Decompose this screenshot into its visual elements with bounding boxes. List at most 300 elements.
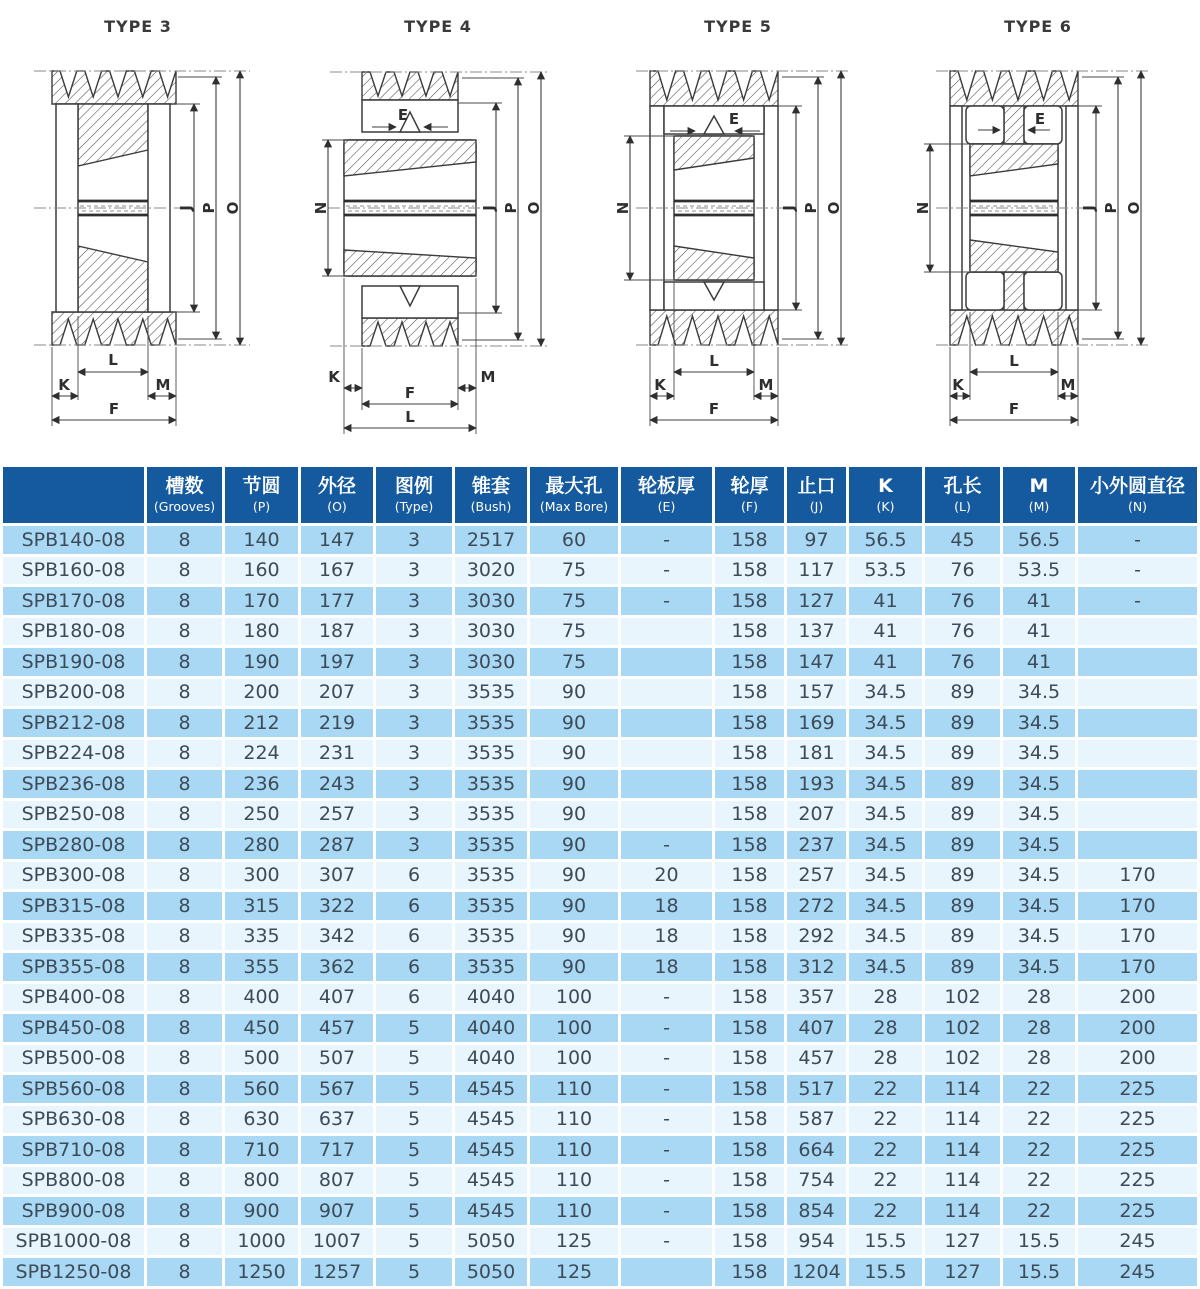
dim-label-M: M <box>1060 376 1076 394</box>
value-cell: 22 <box>1003 1167 1075 1195</box>
value-cell: 5 <box>376 1258 452 1286</box>
value-cell: 807 <box>301 1167 373 1195</box>
table-row <box>3 1106 1197 1134</box>
model-cell: SPB140-08 <box>3 526 144 554</box>
value-cell: 18 <box>621 953 712 981</box>
value-cell: 5050 <box>455 1228 527 1256</box>
value-cell: 8 <box>147 1258 222 1286</box>
value-cell: 89 <box>925 862 1000 890</box>
column-header: K (K) <box>849 467 922 523</box>
column-header: 最大孔 (Max Bore) <box>530 467 618 523</box>
value-cell: 34.5 <box>849 679 922 707</box>
value-cell: 28 <box>849 984 922 1012</box>
value-cell: 8 <box>147 892 222 920</box>
model-cell: SPB236-08 <box>3 770 144 798</box>
value-cell: 41 <box>1003 587 1075 615</box>
value-cell: 100 <box>530 1014 618 1042</box>
value-cell: 56.5 <box>1003 526 1075 554</box>
table-row <box>3 1228 1197 1256</box>
model-cell: SPB280-08 <box>3 831 144 859</box>
value-cell <box>621 679 712 707</box>
value-cell: 158 <box>715 923 784 951</box>
value-cell: 158 <box>715 862 784 890</box>
dim-label-O: O <box>525 201 543 215</box>
value-cell: 200 <box>1078 1045 1197 1073</box>
value-cell: 8 <box>147 1106 222 1134</box>
value-cell: 280 <box>225 831 298 859</box>
value-cell <box>621 770 712 798</box>
value-cell: 8 <box>147 984 222 1012</box>
value-cell: 5 <box>376 1136 452 1164</box>
value-cell: 97 <box>787 526 846 554</box>
dim-label-J: J <box>1080 205 1098 211</box>
value-cell: 5 <box>376 1106 452 1134</box>
value-cell: 357 <box>787 984 846 1012</box>
value-cell: 158 <box>715 1197 784 1225</box>
value-cell: 158 <box>715 526 784 554</box>
value-cell <box>1078 679 1197 707</box>
value-cell: 3 <box>376 679 452 707</box>
value-cell: 8 <box>147 1136 222 1164</box>
model-cell: SPB450-08 <box>3 1014 144 1042</box>
value-cell: 8 <box>147 1228 222 1256</box>
value-cell: 292 <box>787 923 846 951</box>
value-cell: 22 <box>849 1075 922 1103</box>
value-cell: 224 <box>225 740 298 768</box>
value-cell: 312 <box>787 953 846 981</box>
table-row <box>3 1045 1197 1073</box>
value-cell: - <box>621 587 712 615</box>
table-row <box>3 831 1197 859</box>
value-cell: 500 <box>225 1045 298 1073</box>
value-cell: 300 <box>225 862 298 890</box>
value-cell: 2517 <box>455 526 527 554</box>
value-cell: 362 <box>301 953 373 981</box>
web-bottom <box>78 246 148 312</box>
value-cell: 567 <box>301 1075 373 1103</box>
column-header: 节圆 (P) <box>225 467 298 523</box>
value-cell: 127 <box>925 1228 1000 1256</box>
dim-label-L: L <box>709 352 719 370</box>
value-cell: 28 <box>849 1045 922 1073</box>
model-cell: SPB1000-08 <box>3 1228 144 1256</box>
value-cell: 8 <box>147 740 222 768</box>
value-cell: 45 <box>925 526 1000 554</box>
value-cell: 3 <box>376 587 452 615</box>
table-row <box>3 984 1197 1012</box>
value-cell: 8 <box>147 1075 222 1103</box>
value-cell: 22 <box>1003 1136 1075 1164</box>
value-cell <box>621 1258 712 1286</box>
value-cell: 22 <box>849 1197 922 1225</box>
value-cell: 4040 <box>455 984 527 1012</box>
value-cell: 158 <box>715 1136 784 1164</box>
value-cell: 34.5 <box>1003 923 1075 951</box>
value-cell: 158 <box>715 1045 784 1073</box>
value-cell: 114 <box>925 1075 1000 1103</box>
value-cell: 257 <box>787 862 846 890</box>
value-cell: 100 <box>530 1045 618 1073</box>
value-cell: 8 <box>147 557 222 585</box>
value-cell: 272 <box>787 892 846 920</box>
value-cell: - <box>621 831 712 859</box>
value-cell: 954 <box>787 1228 846 1256</box>
value-cell: 60 <box>530 526 618 554</box>
value-cell: 8 <box>147 831 222 859</box>
value-cell: 102 <box>925 984 1000 1012</box>
value-cell: 158 <box>715 557 784 585</box>
value-cell: 4040 <box>455 1045 527 1073</box>
value-cell: 457 <box>787 1045 846 1073</box>
value-cell: - <box>1078 587 1197 615</box>
value-cell: 167 <box>301 557 373 585</box>
value-cell: 315 <box>225 892 298 920</box>
value-cell: 34.5 <box>1003 862 1075 890</box>
value-cell: - <box>621 1014 712 1042</box>
model-cell: SPB190-08 <box>3 648 144 676</box>
value-cell: 158 <box>715 1075 784 1103</box>
value-cell: 20 <box>621 862 712 890</box>
value-cell: 22 <box>849 1136 922 1164</box>
value-cell: 3 <box>376 801 452 829</box>
value-cell: 158 <box>715 984 784 1012</box>
dim-label-K: K <box>58 376 70 394</box>
value-cell: 110 <box>530 1136 618 1164</box>
value-cell: - <box>621 1197 712 1225</box>
pulley-diagram-type-3 <box>0 0 300 462</box>
value-cell: 28 <box>1003 984 1075 1012</box>
value-cell: 100 <box>530 984 618 1012</box>
value-cell: 4545 <box>455 1136 527 1164</box>
value-cell: 125 <box>530 1228 618 1256</box>
value-cell: 89 <box>925 801 1000 829</box>
flange-pocket-left <box>966 106 1004 144</box>
value-cell: 717 <box>301 1136 373 1164</box>
rim-top <box>650 71 778 106</box>
value-cell: 5 <box>376 1228 452 1256</box>
value-cell: 450 <box>225 1014 298 1042</box>
value-cell: 1257 <box>301 1258 373 1286</box>
value-cell: 147 <box>301 526 373 554</box>
value-cell: 8 <box>147 709 222 737</box>
value-cell: 1000 <box>225 1228 298 1256</box>
flange-pocket-bottom-left <box>966 272 1004 310</box>
rim-bottom <box>950 310 1078 345</box>
value-cell: 190 <box>225 648 298 676</box>
value-cell: 41 <box>849 618 922 646</box>
diagram-title: TYPE 5 <box>704 17 772 36</box>
value-cell: 637 <box>301 1106 373 1134</box>
value-cell: 76 <box>925 648 1000 676</box>
dim-label-F: F <box>708 400 720 418</box>
value-cell: 200 <box>225 679 298 707</box>
type-3-drawing <box>0 0 300 462</box>
column-header: 小外圆直径 (N) <box>1078 467 1197 523</box>
value-cell: 28 <box>849 1014 922 1042</box>
value-cell: - <box>1078 526 1197 554</box>
value-cell: 342 <box>301 923 373 951</box>
rim-top <box>362 72 458 100</box>
value-cell: 219 <box>301 709 373 737</box>
dim-label-E: E <box>397 106 409 124</box>
value-cell: 137 <box>787 618 846 646</box>
value-cell: 3 <box>376 831 452 859</box>
value-cell: 41 <box>1003 618 1075 646</box>
value-cell: 89 <box>925 923 1000 951</box>
value-cell <box>1078 770 1197 798</box>
value-cell: 90 <box>530 709 618 737</box>
value-cell: 34.5 <box>849 892 922 920</box>
value-cell: 158 <box>715 709 784 737</box>
table-row <box>3 679 1197 707</box>
value-cell: 89 <box>925 953 1000 981</box>
value-cell: - <box>621 1136 712 1164</box>
value-cell: 110 <box>530 1167 618 1195</box>
table-row <box>3 648 1197 676</box>
type-4-drawing <box>300 0 600 462</box>
value-cell: 1007 <box>301 1228 373 1256</box>
value-cell: 4545 <box>455 1075 527 1103</box>
web-column <box>1004 106 1024 144</box>
value-cell: 207 <box>787 801 846 829</box>
value-cell: 110 <box>530 1197 618 1225</box>
model-cell: SPB335-08 <box>3 923 144 951</box>
pulley-diagram-type-5 <box>600 0 900 462</box>
value-cell: 245 <box>1078 1258 1197 1286</box>
table-row <box>3 709 1197 737</box>
value-cell: 5 <box>376 1014 452 1042</box>
value-cell: 3535 <box>455 679 527 707</box>
value-cell: 76 <box>925 618 1000 646</box>
value-cell: 89 <box>925 892 1000 920</box>
dim-label-M: M <box>480 368 496 386</box>
dim-label-J: J <box>177 205 195 211</box>
value-cell: 102 <box>925 1014 1000 1042</box>
table-row <box>3 923 1197 951</box>
value-cell <box>621 801 712 829</box>
column-header: 外径 (O) <box>301 467 373 523</box>
value-cell: - <box>621 984 712 1012</box>
value-cell: 287 <box>301 831 373 859</box>
value-cell: 158 <box>715 1258 784 1286</box>
dim-label-F: F <box>404 384 416 402</box>
value-cell: 170 <box>225 587 298 615</box>
value-cell <box>1078 648 1197 676</box>
value-cell: 75 <box>530 557 618 585</box>
value-cell: 34.5 <box>849 801 922 829</box>
value-cell: 170 <box>1078 923 1197 951</box>
value-cell: 158 <box>715 1106 784 1134</box>
value-cell: 630 <box>225 1106 298 1134</box>
value-cell: 3020 <box>455 557 527 585</box>
model-cell: SPB400-08 <box>3 984 144 1012</box>
table-row <box>3 1136 1197 1164</box>
value-cell: 90 <box>530 770 618 798</box>
value-cell: 664 <box>787 1136 846 1164</box>
value-cell <box>1078 740 1197 768</box>
dim-label-O: O <box>224 201 242 215</box>
dim-label-L: L <box>1009 352 1019 370</box>
value-cell: 225 <box>1078 1197 1197 1225</box>
value-cell: 3030 <box>455 648 527 676</box>
value-cell: - <box>621 557 712 585</box>
dim-label-E: E <box>728 110 740 128</box>
value-cell: 22 <box>1003 1197 1075 1225</box>
value-cell: 3535 <box>455 831 527 859</box>
column-header: 锥套 (Bush) <box>455 467 527 523</box>
value-cell: 3535 <box>455 740 527 768</box>
value-cell: 114 <box>925 1167 1000 1195</box>
value-cell: 89 <box>925 831 1000 859</box>
value-cell: 8 <box>147 648 222 676</box>
dim-label-M: M <box>758 376 774 394</box>
model-cell: SPB250-08 <box>3 801 144 829</box>
value-cell: 8 <box>147 618 222 646</box>
value-cell: 34.5 <box>1003 740 1075 768</box>
value-cell: - <box>621 1228 712 1256</box>
value-cell: 8 <box>147 953 222 981</box>
value-cell: 41 <box>849 648 922 676</box>
value-cell: 197 <box>301 648 373 676</box>
value-cell: 110 <box>530 1106 618 1134</box>
value-cell: 147 <box>787 648 846 676</box>
value-cell: 75 <box>530 587 618 615</box>
value-cell: 34.5 <box>849 862 922 890</box>
value-cell: 158 <box>715 770 784 798</box>
value-cell: 407 <box>301 984 373 1012</box>
value-cell: - <box>621 1167 712 1195</box>
value-cell: 34.5 <box>1003 679 1075 707</box>
value-cell: 193 <box>787 770 846 798</box>
table-row <box>3 526 1197 554</box>
value-cell: 754 <box>787 1167 846 1195</box>
value-cell: 3535 <box>455 923 527 951</box>
value-cell: 225 <box>1078 1106 1197 1134</box>
value-cell: 34.5 <box>1003 953 1075 981</box>
column-header: 轮板厚 (E) <box>621 467 712 523</box>
table-row <box>3 1197 1197 1225</box>
value-cell: 3 <box>376 557 452 585</box>
value-cell: - <box>621 1075 712 1103</box>
value-cell: 3 <box>376 770 452 798</box>
table-row <box>3 770 1197 798</box>
rim-bottom <box>52 312 176 345</box>
value-cell <box>1078 709 1197 737</box>
value-cell: 335 <box>225 923 298 951</box>
dim-label-O: O <box>825 201 843 215</box>
value-cell: 114 <box>925 1106 1000 1134</box>
value-cell: 507 <box>301 1045 373 1073</box>
value-cell: 8 <box>147 587 222 615</box>
dim-label-P: P <box>802 202 820 214</box>
pulley-diagrams-section <box>0 0 1200 462</box>
value-cell: 158 <box>715 740 784 768</box>
value-cell: 200 <box>1078 1014 1197 1042</box>
value-cell: 15.5 <box>849 1258 922 1286</box>
value-cell: 169 <box>787 709 846 737</box>
value-cell <box>621 740 712 768</box>
flange-pocket-bottom-right <box>1024 272 1062 310</box>
value-cell: 6 <box>376 862 452 890</box>
dim-label-P: P <box>1102 202 1120 214</box>
rim-top <box>52 71 176 104</box>
rim-bottom <box>362 318 458 346</box>
value-cell: 127 <box>787 587 846 615</box>
value-cell: 200 <box>1078 984 1197 1012</box>
value-cell: 1204 <box>787 1258 846 1286</box>
model-cell: SPB355-08 <box>3 953 144 981</box>
value-cell: 28 <box>1003 1045 1075 1073</box>
column-header: 槽数 (Grooves) <box>147 467 222 523</box>
model-cell: SPB800-08 <box>3 1167 144 1195</box>
value-cell: 236 <box>225 770 298 798</box>
value-cell: 225 <box>1078 1075 1197 1103</box>
value-cell: 1250 <box>225 1258 298 1286</box>
table-row <box>3 1014 1197 1042</box>
dim-label-L: L <box>108 351 118 369</box>
value-cell: 90 <box>530 862 618 890</box>
model-cell: SPB170-08 <box>3 587 144 615</box>
value-cell: 3030 <box>455 618 527 646</box>
value-cell: 90 <box>530 679 618 707</box>
value-cell: 125 <box>530 1258 618 1286</box>
value-cell: 89 <box>925 709 1000 737</box>
value-cell: 34.5 <box>1003 709 1075 737</box>
column-header: M (M) <box>1003 467 1075 523</box>
value-cell: - <box>1078 557 1197 585</box>
dim-label-F: F <box>1008 400 1020 418</box>
model-cell: SPB180-08 <box>3 618 144 646</box>
dim-label-J: J <box>780 205 798 211</box>
value-cell: 307 <box>301 862 373 890</box>
value-cell: 114 <box>925 1136 1000 1164</box>
column-header: 孔长 (L) <box>925 467 1000 523</box>
value-cell: 237 <box>787 831 846 859</box>
dim-label-F: F <box>108 400 120 418</box>
value-cell: 90 <box>530 953 618 981</box>
value-cell: 34.5 <box>849 740 922 768</box>
value-cell: 180 <box>225 618 298 646</box>
value-cell: 158 <box>715 679 784 707</box>
value-cell: 158 <box>715 953 784 981</box>
value-cell: 407 <box>787 1014 846 1042</box>
table-row <box>3 557 1197 585</box>
model-cell: SPB1250-08 <box>3 1258 144 1286</box>
table-body <box>3 526 1197 1286</box>
value-cell: 3030 <box>455 587 527 615</box>
dim-label-N: N <box>312 201 330 215</box>
table-row <box>3 892 1197 920</box>
value-cell: 158 <box>715 1014 784 1042</box>
value-cell: 6 <box>376 923 452 951</box>
diagram-title: TYPE 3 <box>104 17 172 36</box>
value-cell: 18 <box>621 892 712 920</box>
value-cell: 34.5 <box>849 953 922 981</box>
value-cell: 187 <box>301 618 373 646</box>
value-cell: 3 <box>376 526 452 554</box>
value-cell: 158 <box>715 648 784 676</box>
value-cell: 15.5 <box>1003 1228 1075 1256</box>
value-cell: 3 <box>376 740 452 768</box>
value-cell: 15.5 <box>1003 1258 1075 1286</box>
model-cell: SPB224-08 <box>3 740 144 768</box>
value-cell: 22 <box>849 1106 922 1134</box>
value-cell: 22 <box>1003 1106 1075 1134</box>
value-cell: 22 <box>849 1167 922 1195</box>
value-cell: 76 <box>925 587 1000 615</box>
value-cell: 243 <box>301 770 373 798</box>
value-cell: 8 <box>147 526 222 554</box>
